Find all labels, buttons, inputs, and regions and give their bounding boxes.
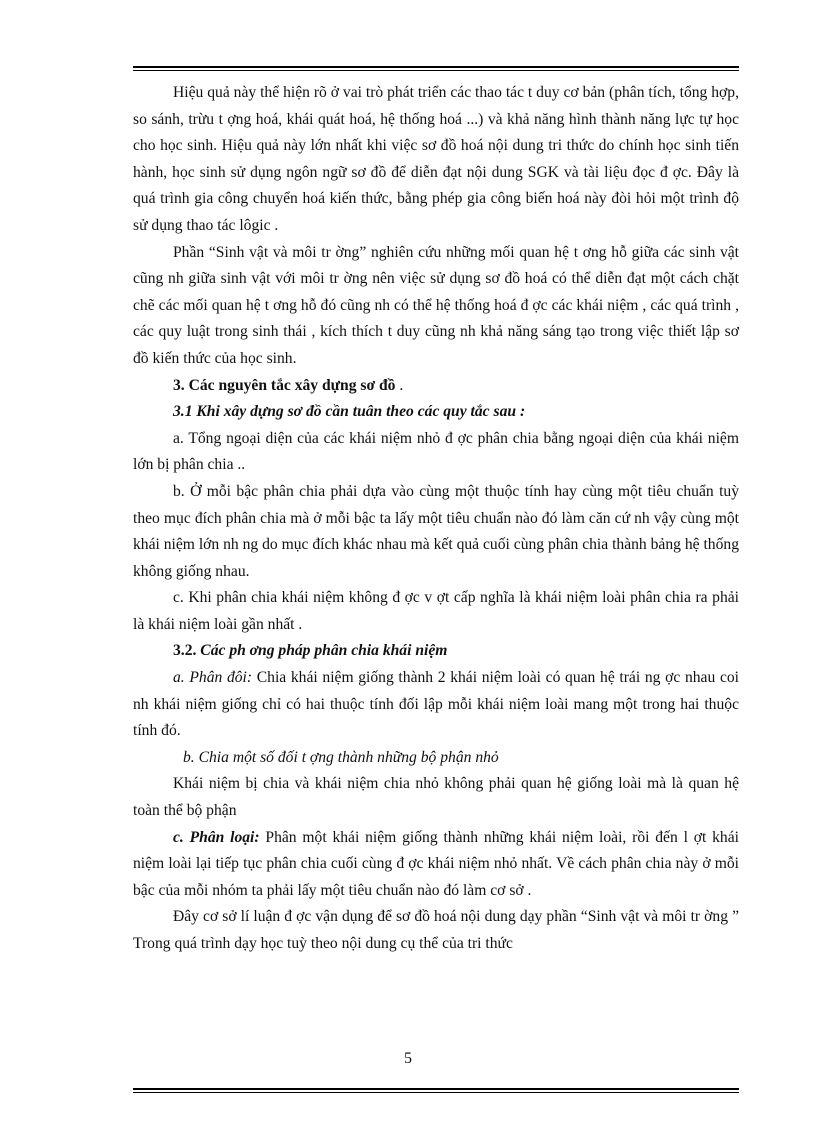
paragraph (133, 825, 739, 905)
paragraph-text: Chia khái niệm giống thành 2 khái niệm loài có quan hệ trái ng ợc nhau coi nh khái niệm giống chỉ có hai thuộc tính đối lập mỗi khái niệm loài mang một trong hai thuộc tính đó. (133, 669, 739, 740)
footer-rule (133, 1088, 739, 1093)
subsection-heading: 3.1 Khi xây dựng sơ đồ cần tuân theo các quy tắc sau : (173, 403, 526, 421)
paragraph-label: a. Phân đôi: (173, 669, 253, 687)
paragraph-text: Phân một khái niệm giống thành những khái niệm loài, rồi đến l ợt khái niệm loài lại tiếp tục phân chia cuối cùng đ ợc khái niệm nhỏ nhất. Về cách phân chia này ở mỗi bậc của mỗi nhóm ta phải lấy một tiêu chuẩn nào đó làm cơ sở . (133, 828, 739, 899)
paragraph: b. Ở mỗi bậc phân chia phải dựa vào cùng một thuộc tính hay cùng một tiêu chuẩn tuỳ theo mục đích phân chia mà ở mỗi bậc ta lấy một tiêu chuẩn nào đó làm căn cứ nh vậy cùng một khái niệm lớn nh ng do mục đích khác nhau mà kết quả cuối cùng phân chia thành bảng hệ thống không giống nhau. (133, 482, 739, 580)
subsection-title: Các ph ơng pháp phân chia khái niệm (200, 642, 448, 660)
paragraph: a. Tổng ngoại diện của các khái niệm nhỏ đ ợc phân chia bằng ngoại diện của khái niệm lớn bị phân chia .. (133, 429, 739, 474)
paragraph-label: c. Phân loại: (173, 828, 260, 846)
section-heading-text: 3. Các nguyên tắc xây dựng sơ đồ (173, 376, 396, 394)
document-body (133, 80, 739, 958)
paragraph: Phần “Sinh vật và môi tr ờng” nghiên cứu những mối quan hệ t ơng hỗ giữa các sinh vật cũng nh giữa sinh vật với môi tr ờng nên việc sử dụng sơ đồ hoá có thể diễn đạt một cách chặt chẽ các mối quan hệ t ơng hỗ đó cũng nh có thể hệ thống hoá đ ợc các khái niệm , các quá trình , các quy luật trong sinh thái , kích thích t duy cũng nh khả năng sáng tạo trong việc thiết lập sơ đồ kiến thức của học sinh. (133, 243, 739, 367)
subsection-heading (133, 638, 739, 665)
paragraph: Đây cơ sở lí luận đ ợc vận dụng để sơ đồ hoá nội dung dạy phần “Sinh vật và môi tr ờng ” Trong quá trình dạy học tuỳ theo nội dung cụ thể của tri thức (133, 908, 739, 952)
page-number: 5 (404, 1050, 412, 1067)
subsection-number: 3.2. (173, 642, 201, 660)
section-heading-tail: . (395, 376, 404, 394)
paragraph: Hiệu quả này thể hiện rõ ở vai trò phát triển các thao tác t duy cơ bản (phân tích, tổng hợp, so sánh, trừu t ợng hoá, khái quát hoá, hệ thống hoá ...) và khả năng hình thành năng lực tự học cho học sinh. Hiệu quả này lớn nhất khi việc sơ đồ hoá nội dung tri thức do chính học sinh tiến hành, học sinh sử dụng ngôn ngữ sơ đồ để diễn đạt nội dung SGK và tài liệu đọc đ ợc. Đây là quá trình gia công chuyển hoá kiến thức, bằng phép gia công biến hoá này đòi hỏi một trình độ sử dụng thao tác lôgic . (133, 84, 739, 234)
paragraph: Khái niệm bị chia và khái niệm chia nhỏ không phải quan hệ giống loài mà là quan hệ toàn thể bộ phận (133, 775, 739, 820)
section-heading (133, 373, 739, 400)
paragraph: b. Chia một số đối t ợng thành những bộ phận nhỏ (183, 748, 499, 766)
paragraph (133, 665, 739, 745)
header-rule (133, 66, 739, 71)
paragraph: c. Khi phân chia khái niệm không đ ợc v ợt cấp nghĩa là khái niệm loài phân chia ra phải là khái niệm loài gần nhất . (133, 589, 739, 633)
